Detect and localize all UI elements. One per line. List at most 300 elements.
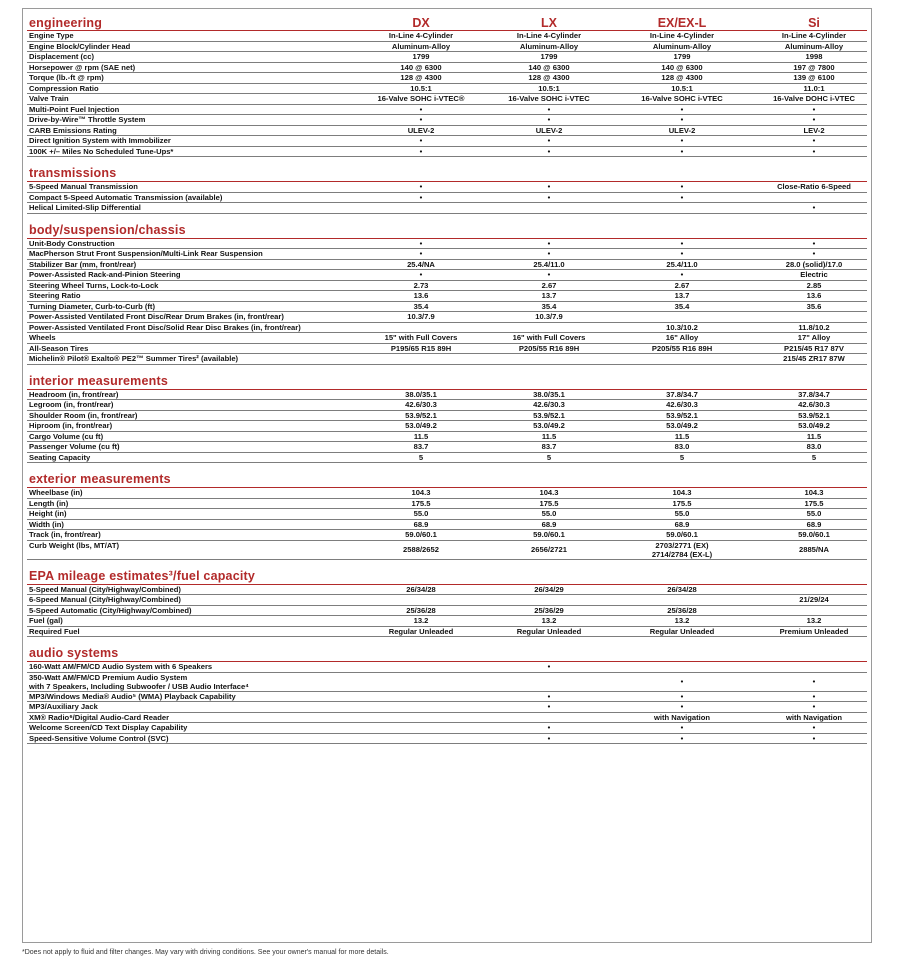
- spec-value: 10.3/10.2: [666, 322, 698, 332]
- spec-value: 35.6: [806, 301, 822, 311]
- spec-label: Welcome Screen/CD Text Display Capability: [29, 723, 188, 732]
- spec-value: 26/34/29: [534, 584, 564, 594]
- spec-value: 1799: [412, 52, 430, 61]
- spec-label: Power-Assisted Ventilated Front Disc/Rear Drum Brakes (in, front/rear): [29, 312, 284, 321]
- spec-value: [613, 312, 751, 322]
- spec-value: 38.0/35.1: [533, 389, 565, 399]
- spec-value: 53.9/52.1: [666, 410, 698, 420]
- spec-value: 11.0:1: [803, 83, 825, 93]
- spec-value: 38.0/35.1: [405, 389, 437, 399]
- spec-value: Electric: [800, 270, 828, 279]
- spec-label: Passenger Volume (cu ft): [29, 442, 120, 451]
- spec-value: 1998: [805, 52, 823, 61]
- spec-value: 68.9: [806, 519, 822, 529]
- spec-value: Premium Unleaded: [779, 626, 849, 636]
- spec-value: [357, 723, 485, 733]
- spec-value: 104.3: [672, 488, 692, 497]
- spec-row: [27, 182, 867, 193]
- spec-label: MP3/Windows Media® Audio⁵ (WMA) Playback Capability: [29, 691, 236, 701]
- spec-value: 68.9: [674, 519, 690, 529]
- spec-value: 35.4: [413, 301, 429, 311]
- spec-row: [27, 333, 867, 344]
- spec-value: 42.6/30.3: [666, 400, 698, 409]
- spec-value: 68.9: [541, 519, 557, 529]
- spec-value: 1799: [540, 52, 558, 61]
- spec-value: 140 @ 6300: [661, 62, 703, 72]
- spec-label: Direct Ignition System with Immobilizer: [29, 136, 171, 145]
- spec-value: 10.5:1: [410, 83, 432, 93]
- spec-value: 28.0 (solid)/17.0: [785, 259, 843, 269]
- spec-value: 25.4/NA: [407, 259, 435, 269]
- spec-value: 175.5: [539, 498, 559, 508]
- spec-row: [27, 126, 867, 137]
- spec-value: 197 @ 7800: [793, 62, 835, 72]
- spec-value: 5: [546, 452, 552, 462]
- spec-value: 25.4/11.0: [666, 259, 698, 269]
- spec-value: •: [419, 182, 423, 191]
- spec-value: 42.6/30.3: [798, 400, 830, 409]
- spec-value: 128 @ 4300: [400, 73, 442, 82]
- spec-value: 16" Alloy: [665, 333, 699, 342]
- spec-row: [27, 627, 867, 638]
- spec-value: 10.5:1: [538, 83, 560, 93]
- spec-value: •: [680, 115, 684, 124]
- spec-value: 13.7: [541, 291, 557, 300]
- spec-value: •: [680, 238, 684, 248]
- spec-value: 104.3: [411, 488, 431, 497]
- spec-value: •: [812, 249, 816, 258]
- spec-value: 55.0: [413, 509, 429, 518]
- spec-value: 104.3: [539, 488, 559, 497]
- spec-label: Helical Limited-Slip Differential: [29, 203, 141, 212]
- spec-row: [27, 249, 867, 260]
- section-title-audio: audio systems: [27, 646, 867, 662]
- spec-label: All-Season Tires: [29, 343, 89, 353]
- spec-label: Michelin® Pilot® Exalto® PE2™ Summer Tires² (available): [29, 354, 239, 363]
- spec-row: [27, 713, 867, 724]
- spec-row: [27, 302, 867, 313]
- spec-row: [27, 52, 867, 63]
- spec-label: MacPherson Strut Front Suspension/Multi-Link Rear Suspension: [29, 249, 263, 258]
- spec-label: 5-Speed Automatic (City/Highway/Combined): [29, 605, 192, 615]
- spec-value: [485, 673, 613, 691]
- spec-value: 35.4: [541, 301, 557, 311]
- spec-value: •: [547, 270, 551, 279]
- spec-value: In-Line 4-Cylinder: [388, 31, 454, 40]
- spec-value: 104.3: [804, 488, 824, 497]
- spec-label: Required Fuel: [29, 626, 80, 636]
- spec-value: 5: [811, 452, 817, 462]
- spec-label: MP3/Auxiliary Jack: [29, 702, 98, 711]
- spec-value: 16" with Full Covers: [512, 333, 586, 342]
- spec-row: [27, 390, 867, 401]
- spec-label: Turning Diameter, Curb-to-Curb (ft): [29, 301, 155, 311]
- spec-row: [27, 606, 867, 617]
- spec-label: Engine Block/Cylinder Head: [29, 41, 131, 51]
- spec-value: 2588/2652: [403, 545, 439, 554]
- spec-value: •: [547, 182, 551, 191]
- spec-row: [27, 520, 867, 531]
- spec-label: Multi-Point Fuel Injection: [29, 104, 120, 114]
- spec-row: [27, 344, 867, 355]
- spec-value: •: [419, 104, 423, 114]
- spec-label: 6-Speed Manual (City/Highway/Combined): [29, 595, 181, 604]
- spec-value: 10.3/7.9: [407, 312, 435, 321]
- spec-value: with Navigation: [653, 712, 711, 722]
- spec-label: Length (in): [29, 498, 69, 508]
- section-title-engineering: engineering: [29, 16, 103, 30]
- spec-row: [27, 488, 867, 499]
- spec-value: 55.0: [541, 509, 557, 518]
- spec-value: 21/29/24: [799, 595, 829, 604]
- spec-label: Stabilizer Bar (mm, front/rear): [29, 259, 137, 269]
- spec-value: 10.3/7.9: [535, 312, 563, 321]
- spec-value: with Navigation: [785, 712, 843, 722]
- spec-row: [27, 616, 867, 627]
- spec-value: •: [812, 146, 816, 156]
- spec-value: 11.5: [674, 431, 690, 441]
- spec-row: [27, 354, 867, 365]
- spec-value: •: [419, 136, 423, 145]
- spec-row: [27, 63, 867, 74]
- spec-value: [485, 595, 613, 605]
- spec-value: •: [812, 691, 816, 701]
- spec-row: [27, 453, 867, 464]
- spec-value: •: [680, 104, 684, 114]
- section-title-body: body/suspension/chassis: [27, 223, 867, 239]
- spec-label: Shoulder Room (in, front/rear): [29, 410, 138, 420]
- spec-value: •: [419, 270, 423, 279]
- spec-value: •: [680, 702, 684, 711]
- spec-value: 53.9/52.1: [533, 410, 565, 420]
- spec-value: 2.67: [541, 280, 557, 290]
- spec-value: 53.0/49.2: [798, 421, 830, 430]
- spec-value: •: [812, 104, 816, 114]
- spec-value: 175.5: [672, 498, 692, 508]
- spec-value: 2885/NA: [799, 545, 829, 554]
- spec-value: [485, 354, 613, 364]
- spec-value: •: [547, 136, 551, 145]
- spec-value: [751, 312, 877, 322]
- section-title-epa: EPA mileage estimates³/fuel capacity: [27, 569, 867, 585]
- spec-value: •: [812, 115, 816, 124]
- spec-label: Unit-Body Construction: [29, 238, 115, 248]
- spec-label: 350-Watt AM/FM/CD Premium Audio System with 7 Speakers, Including Subwoofer / USB Audio Interface⁴: [29, 672, 249, 691]
- spec-value: [357, 203, 485, 213]
- spec-value: •: [419, 146, 423, 156]
- spec-value: Aluminum-Alloy: [519, 41, 579, 51]
- spec-value: P205/55 R16 89H: [518, 343, 580, 353]
- spec-value: 128 @ 4300: [528, 73, 570, 82]
- spec-value: 15" with Full Covers: [384, 333, 458, 342]
- spec-label: Compact 5-Speed Automatic Transmission (available): [29, 192, 223, 202]
- spec-value: 83.0: [806, 442, 822, 451]
- spec-sections: [27, 31, 867, 744]
- spec-row: [27, 193, 867, 204]
- spec-value: •: [419, 192, 423, 202]
- spec-value: Close-Ratio 6-Speed: [777, 182, 851, 191]
- spec-row: [27, 442, 867, 453]
- spec-value: 59.0/60.1: [533, 530, 565, 539]
- spec-row: [27, 42, 867, 53]
- spec-label: Speed-Sensitive Volume Control (SVC): [29, 733, 169, 743]
- spec-row: [27, 530, 867, 541]
- spec-value: 25.4/11.0: [533, 259, 565, 269]
- spec-value: Aluminum-Alloy: [652, 41, 712, 51]
- spec-value: •: [547, 691, 551, 701]
- spec-value: P195/65 R15 89H: [390, 343, 452, 353]
- trim-si: Si: [808, 16, 820, 30]
- spec-label: Valve Train: [29, 94, 69, 103]
- spec-value: [485, 203, 613, 213]
- spec-row: [27, 105, 867, 116]
- spec-value: [751, 662, 877, 672]
- spec-row: [27, 94, 867, 105]
- spec-value: 1799: [673, 52, 691, 61]
- spec-label: Displacement (cc): [29, 52, 94, 61]
- spec-value: 42.6/30.3: [405, 400, 437, 409]
- spec-row: [27, 203, 867, 214]
- spec-value: •: [812, 136, 816, 145]
- spec-value: 128 @ 4300: [661, 73, 703, 82]
- spec-value: Regular Unleaded: [388, 626, 454, 636]
- spec-value: •: [419, 238, 423, 248]
- spec-value: •: [812, 238, 816, 248]
- trim-dx: DX: [412, 16, 430, 30]
- spec-value: •: [547, 192, 551, 202]
- spec-value: •: [547, 249, 551, 258]
- spec-value: 140 @ 6300: [528, 62, 570, 72]
- spec-value: •: [419, 249, 423, 258]
- spec-value: •: [547, 662, 551, 671]
- spec-label: Track (in, front/rear): [29, 530, 101, 539]
- spec-row: [27, 147, 867, 158]
- spec-row: [27, 239, 867, 250]
- spec-label: Wheelbase (in): [29, 488, 83, 497]
- spec-value: •: [812, 677, 816, 686]
- spec-row: [27, 421, 867, 432]
- spec-value: •: [547, 723, 551, 732]
- spec-value: 83.0: [674, 442, 690, 451]
- spec-value: •: [547, 238, 551, 248]
- spec-label: Engine Type: [29, 31, 74, 40]
- spec-value: •: [680, 136, 684, 145]
- spec-value: 5: [679, 452, 685, 462]
- spec-row: [27, 662, 867, 673]
- spec-value: •: [680, 723, 684, 732]
- footnote: *Does not apply to fluid and filter changes. May vary with driving conditions. See your owner's manual for more details.: [22, 949, 389, 956]
- spec-value: 83.7: [413, 442, 429, 451]
- spec-value: In-Line 4-Cylinder: [781, 31, 847, 40]
- spec-value: •: [680, 677, 684, 686]
- spec-value: •: [680, 249, 684, 258]
- spec-row: [27, 323, 867, 334]
- spec-value: 37.8/34.7: [666, 389, 698, 399]
- spec-value: 16-Valve SOHC i-VTEC: [508, 94, 590, 103]
- spec-label: Compression Ratio: [29, 83, 99, 93]
- spec-label: Power-Assisted Ventilated Front Disc/Solid Rear Disc Brakes (in, front/rear): [29, 322, 301, 332]
- spec-value: 2.67: [674, 280, 690, 290]
- spec-value: Regular Unleaded: [516, 626, 582, 636]
- spec-value: 16-Valve SOHC i-VTEC®: [377, 94, 465, 103]
- spec-row: [27, 312, 867, 323]
- spec-row: [27, 260, 867, 271]
- spec-label: Headroom (in, front/rear): [29, 389, 119, 399]
- spec-label: Cargo Volume (cu ft): [29, 431, 104, 441]
- spec-value: 11.8/10.2: [798, 322, 830, 332]
- spec-value: ULEV-2: [407, 125, 435, 135]
- spec-value: •: [812, 203, 816, 212]
- section-title-interior: interior measurements: [27, 374, 867, 390]
- spec-value: 59.0/60.1: [798, 530, 830, 539]
- spec-value: 59.0/60.1: [666, 530, 698, 539]
- spec-label: Steering Wheel Turns, Lock-to-Lock: [29, 280, 159, 290]
- spec-value: [357, 702, 485, 712]
- spec-value: 55.0: [674, 509, 690, 518]
- spec-value: [613, 354, 751, 364]
- spec-row: [27, 499, 867, 510]
- spec-row: [27, 31, 867, 42]
- spec-label: Height (in): [29, 509, 67, 518]
- spec-value: 2.85: [806, 280, 822, 290]
- spec-value: •: [680, 146, 684, 156]
- spec-value: 11.5: [413, 431, 429, 441]
- spec-row: [27, 84, 867, 95]
- spec-row: [27, 509, 867, 520]
- spec-value: 16-Valve DOHC i-VTEC: [773, 94, 855, 103]
- spec-value: 139 @ 6100: [793, 73, 835, 82]
- spec-value: [357, 595, 485, 605]
- spec-value: •: [680, 733, 684, 743]
- spec-value: •: [680, 192, 684, 202]
- spec-value: [357, 354, 485, 364]
- spec-row: [27, 411, 867, 422]
- section-title-transmissions: transmissions: [27, 166, 867, 182]
- section-title-exterior: exterior measurements: [27, 472, 867, 488]
- spec-value: P215/45 R17 87V: [784, 343, 844, 353]
- spec-value: 13.2: [806, 616, 822, 625]
- spec-row: [27, 541, 867, 560]
- spec-value: 2703/2771 (EX) 2714/2784 (EX-L): [651, 540, 713, 559]
- spec-value: •: [419, 115, 423, 124]
- spec-label: Fuel (gal): [29, 616, 63, 625]
- spec-value: 53.9/52.1: [405, 410, 437, 420]
- spec-value: [613, 203, 751, 213]
- spec-row: [27, 723, 867, 734]
- spec-row: [27, 281, 867, 292]
- spec-label: Legroom (in, front/rear): [29, 400, 114, 409]
- spec-value: 17" Alloy: [797, 333, 831, 342]
- spec-value: 10.5:1: [671, 83, 693, 93]
- spec-value: 83.7: [541, 442, 557, 451]
- spec-value: •: [547, 115, 551, 124]
- spec-label: 5-Speed Manual Transmission: [29, 182, 138, 191]
- spec-value: 13.2: [541, 616, 557, 625]
- spec-value: 13.6: [413, 291, 429, 300]
- spec-label: Horsepower @ rpm (SAE net): [29, 62, 136, 72]
- spec-value: •: [680, 691, 684, 701]
- spec-value: [357, 662, 485, 672]
- spec-value: [751, 606, 877, 616]
- spec-value: In-Line 4-Cylinder: [649, 31, 715, 40]
- spec-label: CARB Emissions Rating: [29, 125, 117, 135]
- spec-value: [613, 595, 751, 605]
- spec-row: [27, 73, 867, 84]
- spec-value: Aluminum-Alloy: [784, 41, 844, 51]
- spec-value: ULEV-2: [535, 125, 563, 135]
- spec-value: •: [680, 270, 684, 279]
- spec-label: Wheels: [29, 333, 56, 342]
- spec-value: Aluminum-Alloy: [391, 41, 451, 51]
- spec-value: 175.5: [411, 498, 431, 508]
- spec-value: ULEV-2: [668, 125, 696, 135]
- spec-row: [27, 585, 867, 596]
- spec-label: XM® Radio⁶/Digital Audio-Card Reader: [29, 712, 170, 722]
- trim-lx: LX: [541, 16, 557, 30]
- header-row: [27, 13, 867, 31]
- spec-value: •: [812, 733, 816, 743]
- spec-value: 175.5: [804, 498, 824, 508]
- spec-value: 13.2: [674, 616, 690, 625]
- spec-value: 53.0/49.2: [666, 421, 698, 430]
- spec-value: LEV-2: [803, 125, 825, 135]
- spec-value: 25/36/28: [406, 605, 436, 615]
- spec-value: 13.2: [413, 616, 429, 625]
- spec-value: 2.73: [413, 280, 429, 290]
- spec-row: [27, 734, 867, 745]
- spec-value: 13.7: [674, 291, 690, 300]
- spec-value: 26/34/28: [667, 584, 697, 594]
- spec-row: [27, 115, 867, 126]
- spec-value: 35.4: [674, 301, 690, 311]
- spec-row: [27, 291, 867, 302]
- spec-value: 25/36/28: [667, 605, 697, 615]
- spec-value: 25/36/29: [534, 605, 564, 615]
- spec-value: •: [547, 702, 551, 711]
- spec-value: •: [547, 733, 551, 743]
- spec-value: 59.0/60.1: [405, 530, 437, 539]
- spec-value: [485, 713, 613, 723]
- spec-row: [27, 432, 867, 443]
- spec-label: 100K +/– Miles No Scheduled Tune-Ups*: [29, 146, 174, 156]
- spec-value: 215/45 ZR17 87W: [783, 354, 845, 363]
- spec-label: Power-Assisted Rack-and-Pinion Steering: [29, 270, 181, 279]
- spec-row: [27, 270, 867, 281]
- spec-value: In-Line 4-Cylinder: [516, 31, 582, 40]
- spec-value: [357, 673, 485, 691]
- spec-row: [27, 673, 867, 692]
- spec-value: [751, 585, 877, 595]
- spec-value: 68.9: [413, 519, 429, 529]
- spec-value: [357, 734, 485, 744]
- spec-value: [357, 323, 485, 333]
- spec-value: 11.5: [541, 431, 557, 441]
- spec-value: [751, 193, 877, 203]
- spec-label: 5-Speed Manual (City/Highway/Combined): [29, 584, 181, 594]
- trim-ex: EX/EX-L: [657, 16, 707, 30]
- spec-row: [27, 595, 867, 606]
- spec-value: 55.0: [806, 509, 822, 518]
- spec-row: [27, 136, 867, 147]
- spec-value: 16-Valve SOHC i-VTEC: [641, 94, 723, 103]
- spec-value: P205/55 R16 89H: [651, 343, 713, 353]
- spec-value: •: [812, 723, 816, 732]
- spec-value: 11.5: [806, 431, 822, 441]
- spec-value: 140 @ 6300: [400, 62, 442, 72]
- spec-value: 37.8/34.7: [798, 389, 830, 399]
- spec-value: [613, 662, 751, 672]
- spec-label: Curb Weight (lbs, MT/AT): [29, 540, 119, 550]
